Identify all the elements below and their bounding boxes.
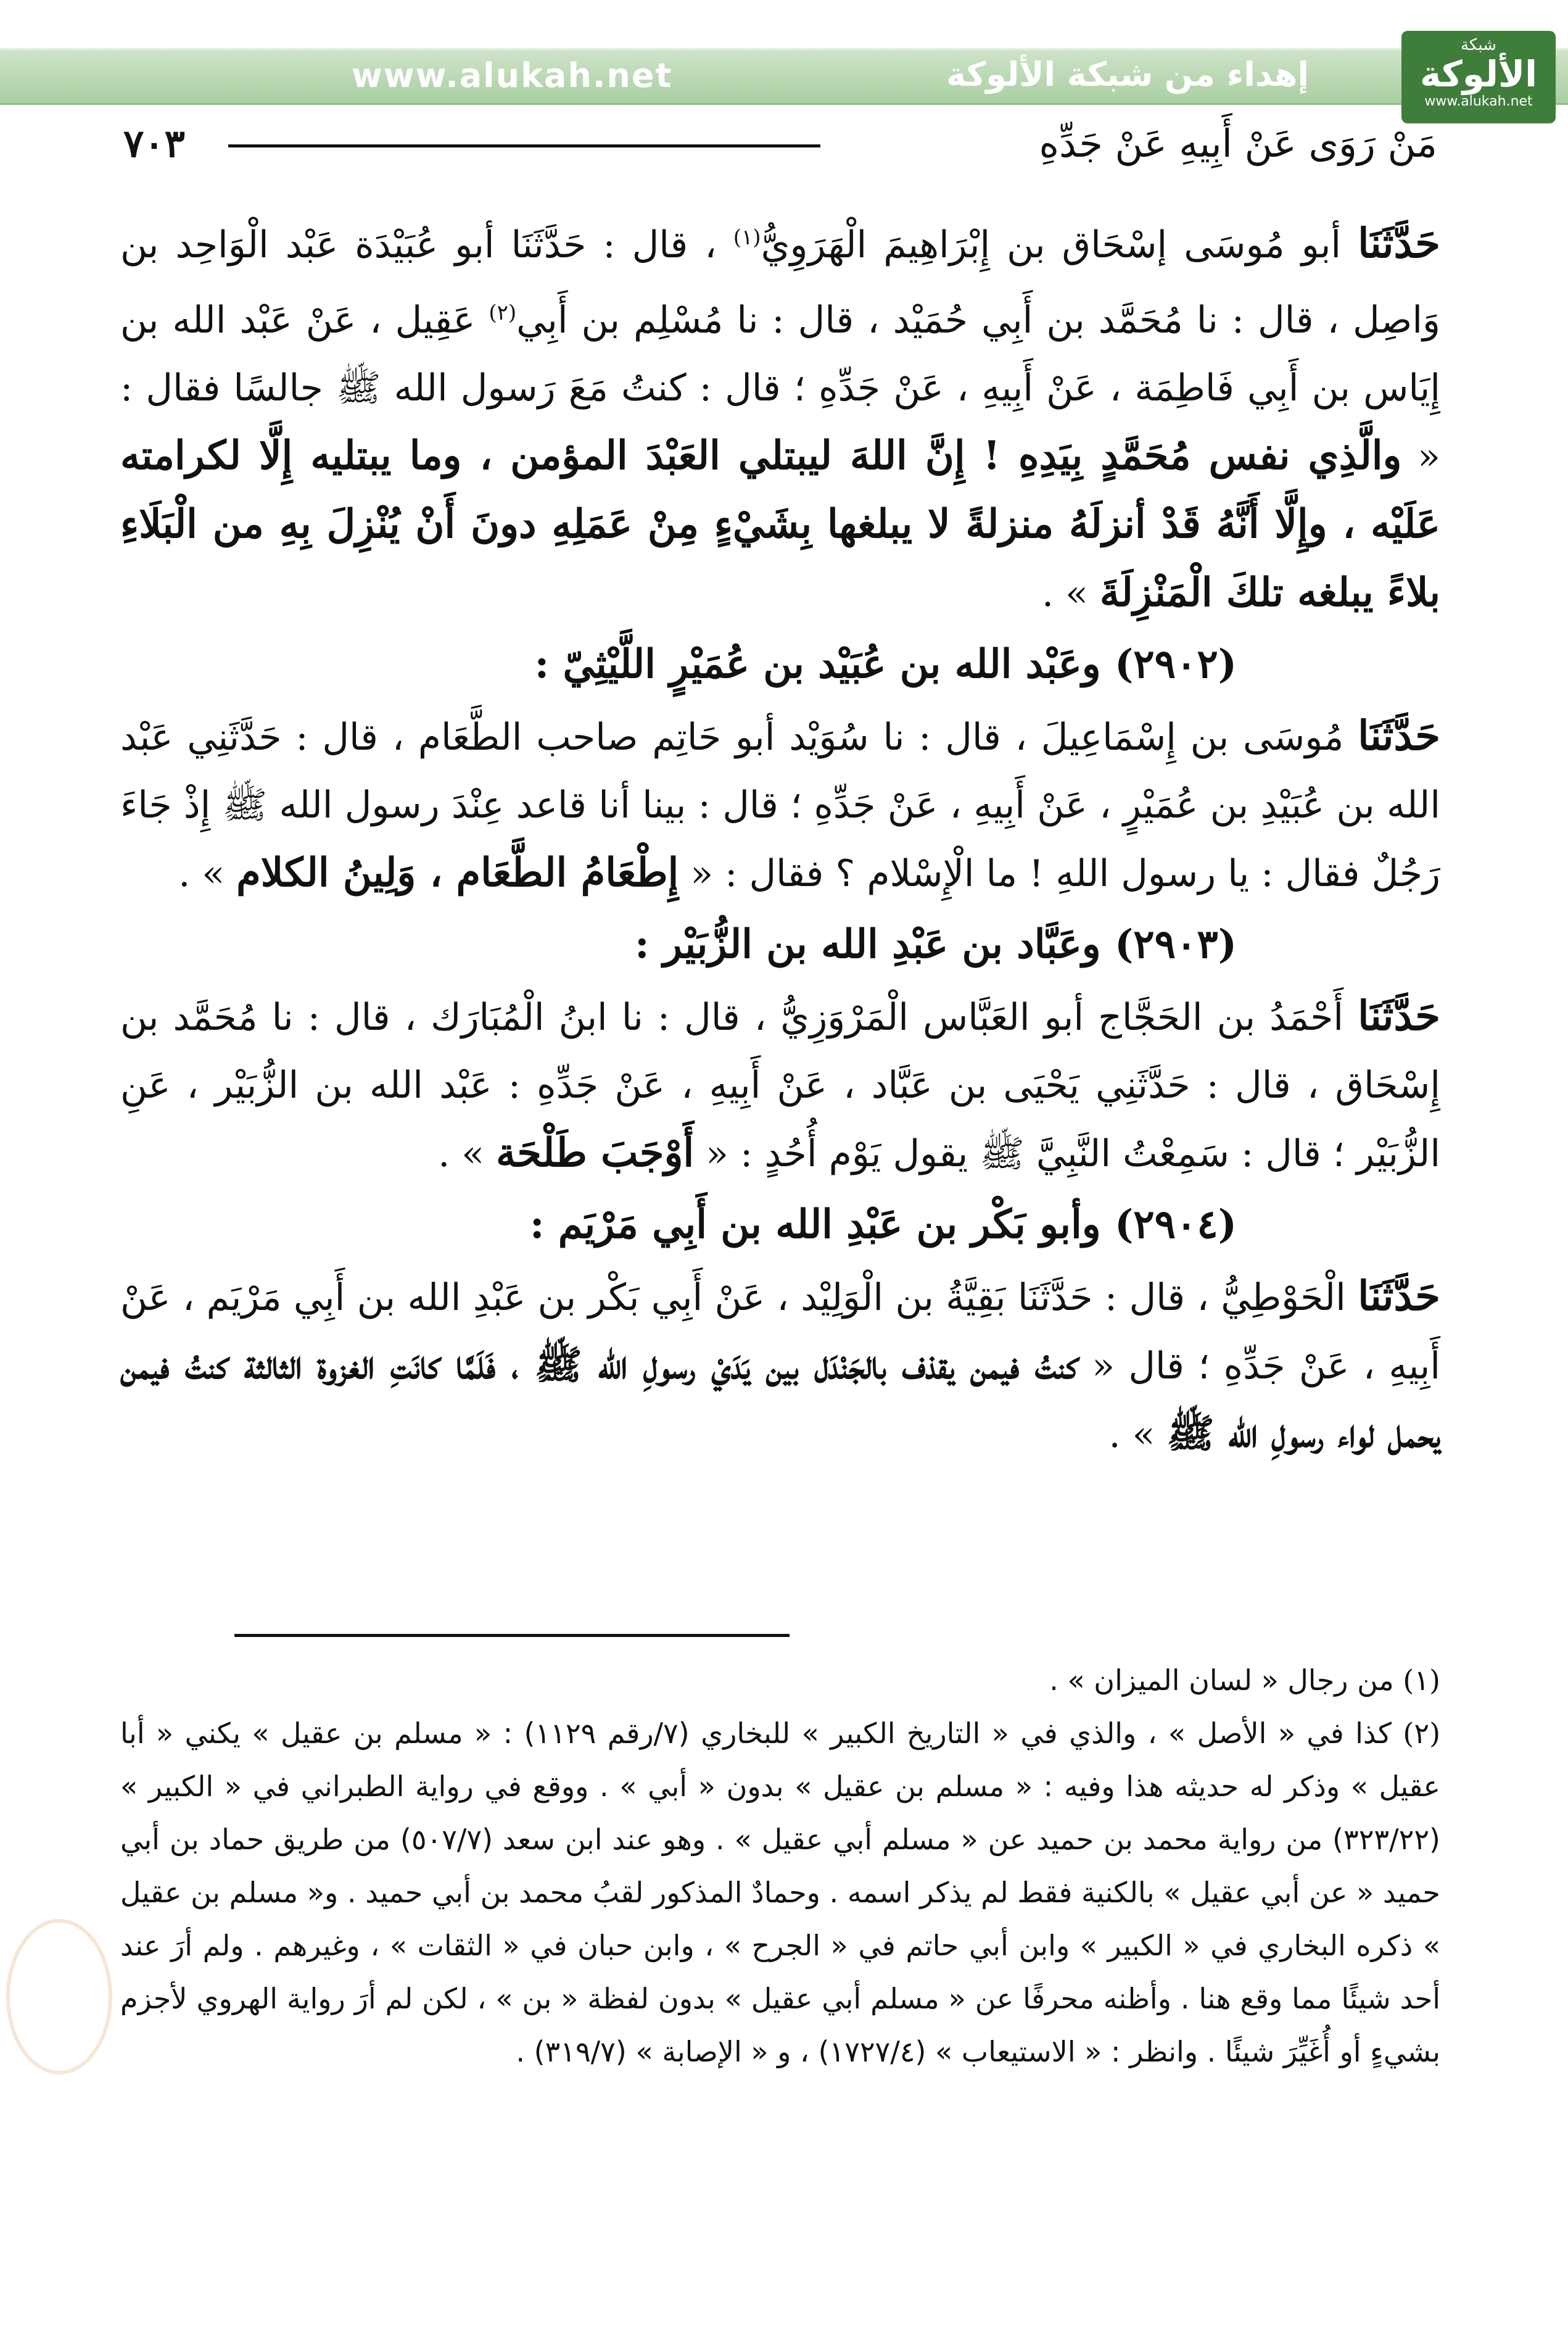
alukah-logo (1401, 31, 1556, 123)
footnote-ref: (٢) (489, 300, 517, 325)
narrator-heading-2903: (٢٩٠٣) وعَبَّاد بن عَبْدِ الله بن الزُّبَيْر : (634, 921, 1237, 968)
logo-top-text: شبكة (1461, 36, 1496, 54)
isnad-lead: حَدَّثَنَا (1358, 219, 1440, 267)
hadith-matn: إِطْعَامُ الطَّعَام ، وَلِينُ الكلام (236, 850, 679, 896)
isnad-text: ، قال : حَدَّثَنَا أبو عُبَيْدَة عَبْد الْوَاحِد بن وَاصِل ، قال : نا مُحَمَّد بن أَبِي حُمَيْد ، قال : نا مُسْلِم بن أَبِي (120, 223, 1440, 342)
closing-mark: » . (438, 1132, 497, 1175)
hadith-paragraph-2 (120, 702, 1440, 908)
narrator-heading-2902: (٢٩٠٢) وعَبْد الله بن عُبَيْد بن عُمَيْرٍ اللَّيْثِيّ : (534, 641, 1237, 687)
footnote-2 (120, 1707, 1440, 2078)
hadith-paragraph-4 (120, 1262, 1440, 1469)
footnote-separator (234, 1634, 790, 1637)
hadith-paragraph-3 (120, 982, 1440, 1188)
running-header (123, 121, 1437, 176)
logo-main-text: الألوكة (1419, 53, 1538, 95)
isnad-text: أَحْمَدُ بن الحَجَّاج أبو العَبَّاس الْمَرْوَزِيُّ ، قال : نا ابنُ الْمُبَارَك ، قال : نا مُحَمَّد بن إِسْحَاق ، قال : حَدَّثَنِي يَحْيَى بن عَبَّاد ، عَنْ أَبِيهِ ، عَنْ جَدِّهِ : عَبْد الله بن الزُّبَيْر ، عَنِ الزُّبَيْر ؛ قال : سَمِعْتُ النَّبِيَّ ﷺ يقول يَوْم أُحُدٍ : « (120, 996, 1440, 1175)
hadith-paragraph-1 (120, 204, 1440, 628)
isnad-text: الْحَوْطِيُّ ، قال : حَدَّثَنَا بَقِيَّةُ بن الْوَلِيْد ، عَنْ أَبِي بَكْر بن عَبْدِ الله بن أَبِي مَرْيَم ، عَنْ أَبِيهِ ، عَنْ جَدِّهِ ؛ قال « (120, 1276, 1441, 1388)
watermark-banner (0, 48, 1568, 105)
isnad-lead: حَدَّثَنَا (1358, 1272, 1440, 1320)
narrator-heading-2904: (٢٩٠٤) وأبو بَكْر بن عَبْدِ الله بن أَبِي مَرْيَم : (529, 1201, 1237, 1248)
page-number: ٧٠٣ (123, 121, 185, 166)
header-rule (228, 144, 820, 147)
corner-watermark-icon (6, 1919, 112, 2074)
closing-mark: » . (1041, 572, 1100, 615)
logo-url-text: www.alukah.net (1424, 94, 1533, 109)
footnote-text: من رجال « لسان الميزان » . (1049, 1664, 1403, 1697)
header-title: مَنْ رَوَى عَنْ أَبِيهِ عَنْ جَدِّهِ (1039, 121, 1437, 166)
footnotes (120, 1654, 1440, 2078)
banner-arabic-text: إهداء من شبكة الألوكة (946, 55, 1309, 94)
footnote-number: (٢) (1403, 1717, 1441, 1750)
footnote-1 (120, 1654, 1440, 1707)
isnad-lead: حَدَّثَنَا (1358, 992, 1440, 1040)
isnad-text: عَقِيل ، عَنْ عَبْد الله بن إِيَاس بن أَبِي فَاطِمَة ، عَنْ أَبِيهِ ، عَنْ جَدِّهِ ؛ قال : كنتُ مَعَ رَسول الله ﷺ جالسًا فقال : « (120, 299, 1441, 478)
hadith-matn: كنتُ فيمن يقذف بالجَنْدَل بين يَدَيْ رسولِ الله ﷺ ، فَلَمَّا كانَتِ الغزوة الثالثة كنتُ فيمن يحمل لواء رسولِ الله ﷺ (120, 1342, 1440, 1457)
hadith-matn: أَوْجَبَ طَلْحَة (496, 1130, 695, 1176)
footnote-number: (١) (1403, 1664, 1440, 1697)
closing-mark: » . (1108, 1413, 1167, 1456)
footnote-text: كذا في « الأصل » ، والذي في « التاريخ الكبير » للبخاري (٧/رقم ١١٢٩) : « مسلم بن عقيل » يكني « أبا عقيل » وذكر له حديثه هذا وفيه : « مسلم بن عقيل » بدون « أبي » . ووقع في رواية الطبراني في « الكبير » (٣٢٣/٢٢) من رواية محمد بن حميد عن « مسلم أبي عقيل » . وهو عند ابن سعد (٥٠٧/٧) من طريق حماد بن أبي حميد « عن أبي عقيل » بالكنية فقط لم يذكر اسمه . وحمادٌ المذكور لقبُ محمد بن أبي حميد . و« مسلم بن عقيل » ذكره البخاري في « الكبير » وابن أبي حاتم في « الجرح » ، وابن حبان في « الثقات » ، وغيرهم . ولم أرَ عند أحد شيئًا مما وقع هنا . وأظنه محرفًا عن « مسلم أبي عقيل » بدون لفظة « بن » ، لكن لم أرَ رواية الهروي لأجزم بشيءٍ أو أُغَيِّرَ شيئًا . وانظر : « الاستيعاب » (١٧٢٧/٤) ، و « الإصابة » (٣١٩/٧) . (120, 1717, 1440, 2068)
banner-url: www.alukah.net (352, 56, 673, 95)
main-text (120, 204, 1440, 1469)
footnote-ref: (١) (733, 225, 761, 250)
isnad-text: أبو مُوسَى إسْحَاق بن إِبْرَاهِيمَ الْهَرَوِيُّ (761, 223, 1358, 267)
hadith-matn: والَّذِي نفس مُحَمَّدٍ بِيَدِهِ ! إِنَّ اللهَ ليبتلي العَبْدَ المؤمن ، وما يبتليه إِلَّا لكرامته عَلَيْه ، وإِلَّا أَنَّهُ قَدْ أنزلَهُ منزلةً لا يبلغها بِشَيْءٍ مِنْ عَمَلِهِ دونَ أَنْ يُنْزِلَ بِهِ من الْبَلَاءِ بلاءً يبلغه تلكَ الْمَنْزِلَةَ (120, 433, 1441, 616)
closing-mark: » . (178, 852, 237, 895)
isnad-text: مُوسَى بن إِسْمَاعِيلَ ، قال : نا سُوَيْد أبو حَاتِم صاحب الطَّعَام ، قال : حَدَّثَنِي عَبْد الله بن عُبَيْدِ بن عُمَيْرٍ ، عَنْ أَبِيهِ ، عَنْ جَدِّهِ ؛ قال : بينا أنا قاعد عِنْدَ رسول الله ﷺ إِذْ جَاءَ رَجُلٌ فقال : يا رسول اللهِ ! ما الْإِسْلام ؟ فقال : « (120, 716, 1440, 895)
isnad-lead: حَدَّثَنَا (1358, 711, 1440, 760)
